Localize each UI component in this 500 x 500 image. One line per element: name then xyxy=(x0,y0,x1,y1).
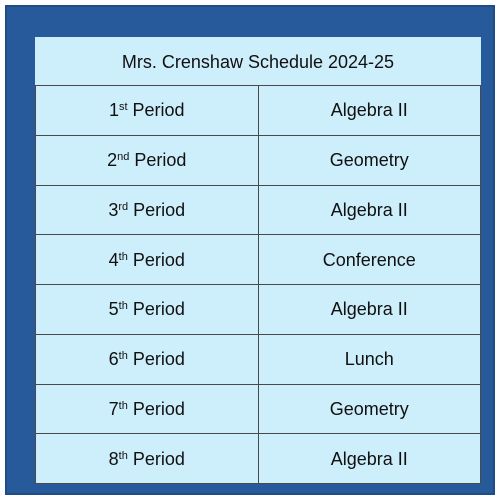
period-word: Period xyxy=(132,299,185,320)
period-number: 3 xyxy=(108,199,119,220)
period-number: 7 xyxy=(108,398,119,419)
subject-cell: Geometry xyxy=(258,384,481,434)
period-suffix: st xyxy=(118,101,128,114)
period-word: Period xyxy=(133,199,186,220)
period-word: Period xyxy=(132,398,185,419)
table-row xyxy=(36,135,481,185)
period-number: 4 xyxy=(108,249,119,270)
table-row xyxy=(36,235,481,285)
period-suffix: th xyxy=(118,300,128,313)
period-suffix: nd xyxy=(117,151,130,164)
period-suffix: th xyxy=(118,399,128,412)
schedule-sheet xyxy=(35,37,481,483)
period-number: 1 xyxy=(108,100,119,121)
period-cell xyxy=(36,285,259,335)
table-row xyxy=(36,285,481,335)
period-number: 2 xyxy=(107,150,118,171)
period-suffix: th xyxy=(118,449,128,462)
schedule-table xyxy=(35,37,481,484)
subject-cell: Geometry xyxy=(258,135,481,185)
period-word: Period xyxy=(134,150,187,171)
period-word: Period xyxy=(132,249,185,270)
subject-cell: Algebra II xyxy=(258,285,481,335)
period-word: Period xyxy=(132,349,185,370)
period-cell xyxy=(36,135,259,185)
schedule-frame xyxy=(5,5,495,495)
subject-cell: Algebra II xyxy=(258,185,481,235)
period-cell xyxy=(36,334,259,384)
table-row xyxy=(36,334,481,384)
subject-cell: Algebra II xyxy=(258,434,481,484)
period-number: 6 xyxy=(108,349,119,370)
period-cell xyxy=(36,185,259,235)
table-row xyxy=(36,434,481,484)
period-suffix: th xyxy=(118,350,128,363)
period-number: 8 xyxy=(108,448,119,469)
table-row xyxy=(36,384,481,434)
period-cell xyxy=(36,235,259,285)
title-row xyxy=(36,38,481,86)
period-cell xyxy=(36,434,259,484)
subject-cell: Lunch xyxy=(258,334,481,384)
period-word: Period xyxy=(132,448,185,469)
subject-cell: Conference xyxy=(258,235,481,285)
period-number: 5 xyxy=(108,299,119,320)
table-row xyxy=(36,185,481,235)
subject-cell: Algebra II xyxy=(258,86,481,136)
period-word: Period xyxy=(132,100,185,121)
table-row xyxy=(36,86,481,136)
period-cell xyxy=(36,86,259,136)
period-cell xyxy=(36,384,259,434)
schedule-title: Mrs. Crenshaw Schedule 2024-25 xyxy=(36,38,481,86)
period-suffix: th xyxy=(118,250,128,263)
period-suffix: rd xyxy=(118,200,129,213)
